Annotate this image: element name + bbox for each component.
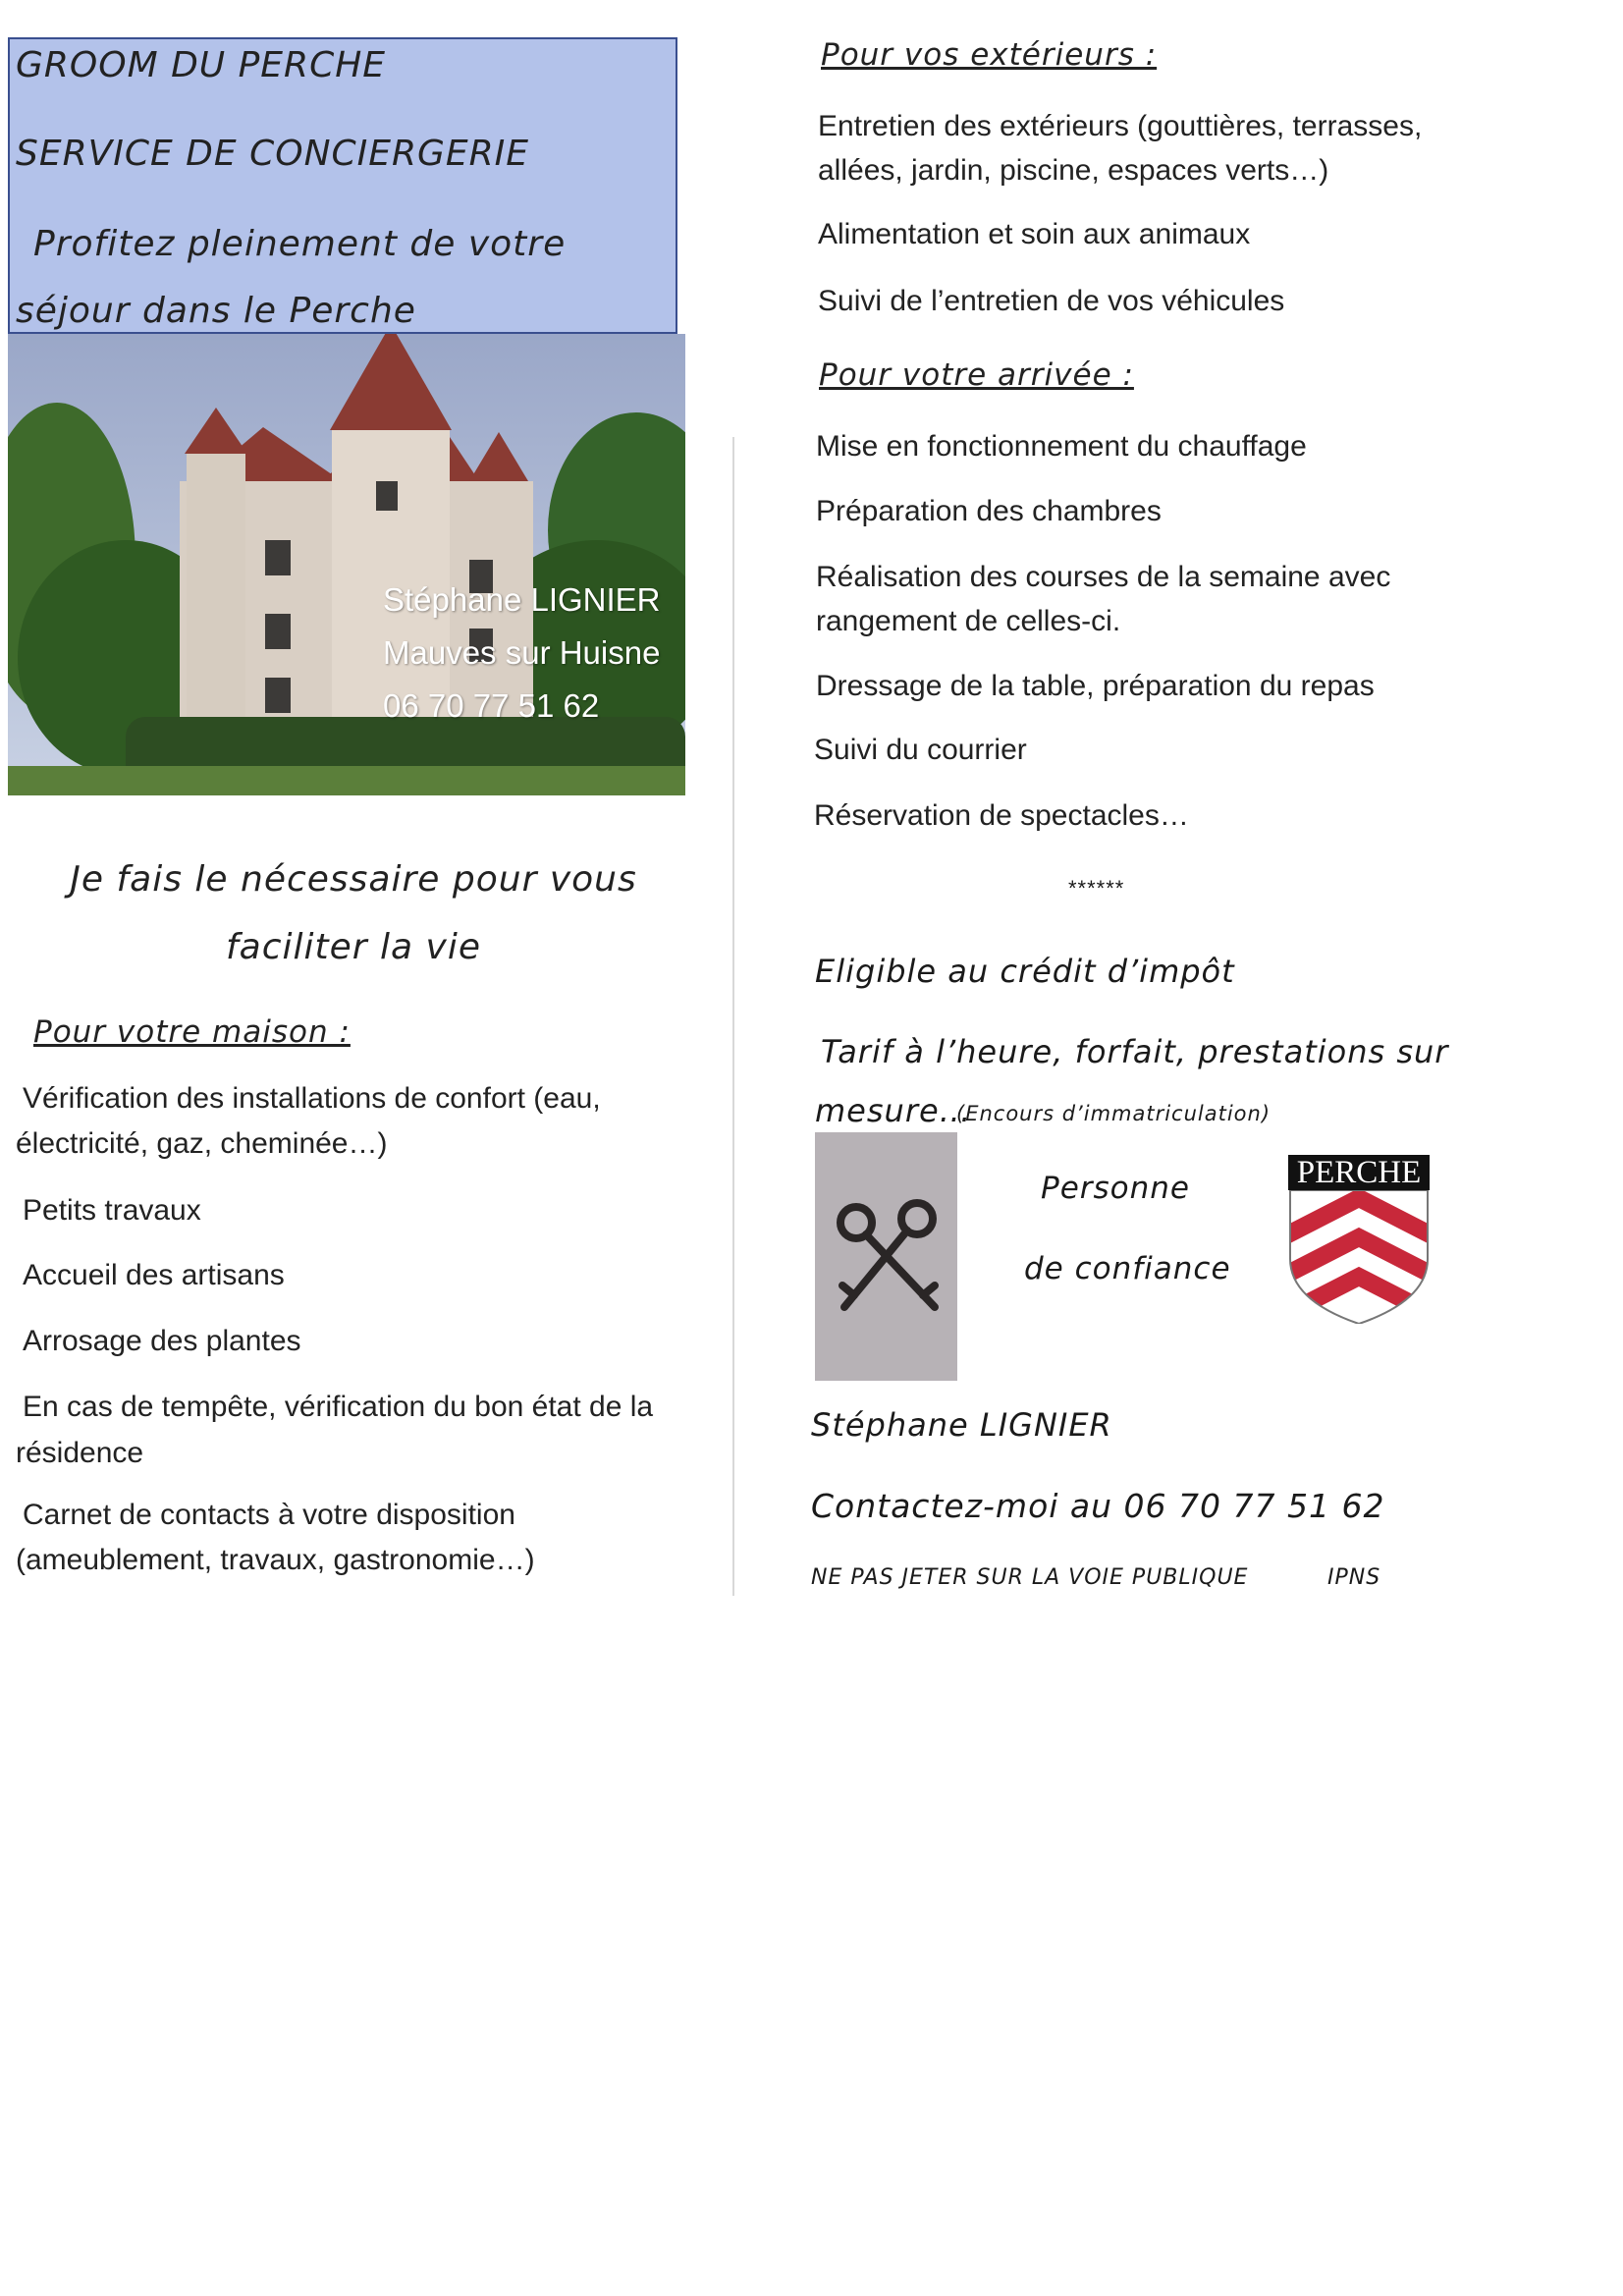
maison-item: (ameublement, travaux, gastronomie…) <box>16 1544 535 1576</box>
exterieurs-item: Entretien des extérieurs (gouttières, terrasses, <box>818 110 1423 142</box>
section-title-arrivee: Pour votre arrivée : <box>819 357 1134 393</box>
arrivee-item: Réservation de spectacles… <box>814 799 1189 832</box>
maison-item: Vérification des installations de confort (eau, <box>23 1082 601 1115</box>
tagline-line-2: faciliter la vie <box>225 927 481 967</box>
mesure-text: mesure… <box>815 1092 972 1129</box>
tagline-line-1: Je fais le nécessaire pour vous <box>70 859 637 900</box>
slogan-line-1: Profitez pleinement de votre <box>33 224 567 264</box>
maison-item: Petits travaux <box>23 1194 201 1227</box>
chateau-illustration <box>8 334 685 795</box>
chevron-shield-icon <box>1288 1190 1430 1324</box>
maison-item: En cas de tempête, vérification du bon état de la <box>23 1391 654 1423</box>
photo-town: Mauves sur Huisne <box>383 634 661 671</box>
ipns-mark: IPNS <box>1327 1565 1381 1590</box>
contact-name: Stéphane LIGNIER <box>811 1406 1112 1444</box>
header-box <box>8 37 677 334</box>
perche-crest <box>1288 1155 1430 1351</box>
arrivee-item: Préparation des chambres <box>816 495 1162 527</box>
trust-line-2: de confiance <box>1024 1251 1231 1286</box>
exterieurs-item: Suivi de l’entretien de vos véhicules <box>818 285 1285 317</box>
maison-item: Carnet de contacts à votre disposition <box>23 1499 515 1531</box>
keys-icon <box>815 1132 957 1381</box>
maison-item: électricité, gaz, cheminée…) <box>16 1127 388 1160</box>
disposal-notice: NE PAS JETER SUR LA VOIE PUBLIQUE <box>811 1565 1249 1590</box>
section-title-exterieurs: Pour vos extérieurs : <box>821 37 1158 73</box>
crest-label: PERCHE <box>1288 1155 1430 1190</box>
maison-item: Accueil des artisans <box>23 1259 285 1291</box>
exterieurs-item: allées, jardin, piscine, espaces verts…) <box>818 154 1329 187</box>
exterieurs-item: Alimentation et soin aux animaux <box>818 218 1251 250</box>
slogan-line-2: séjour dans le Perche <box>16 291 416 331</box>
keys-photo <box>815 1132 957 1381</box>
business-subtitle: SERVICE DE CONCIERGERIE <box>16 134 530 174</box>
arrivee-item: Dressage de la table, préparation du repas <box>816 670 1375 702</box>
contact-phone: Contactez-moi au 06 70 77 51 62 <box>811 1487 1385 1525</box>
arrivee-item: rangement de celles-ci. <box>816 605 1121 637</box>
tax-credit-text: Eligible au crédit d’impôt <box>815 953 1235 990</box>
trust-line-1: Personne <box>1041 1171 1190 1206</box>
arrivee-item: Suivi du courrier <box>814 734 1027 766</box>
tarif-text: Tarif à l’heure, forfait, prestations sur <box>821 1033 1449 1070</box>
arrivee-item: Réalisation des courses de la semaine avec <box>816 561 1391 593</box>
photo-owner-name: Stéphane LIGNIER <box>383 581 661 618</box>
section-title-maison: Pour votre maison : <box>33 1014 351 1050</box>
column-divider <box>732 437 734 1596</box>
business-title: GROOM DU PERCHE <box>16 45 387 85</box>
separator-stars: ****** <box>1068 876 1125 901</box>
arrivee-item: Mise en fonctionnement du chauffage <box>816 430 1307 463</box>
registration-note: (Encours d’immatriculation) <box>956 1102 1271 1125</box>
photo-phone: 06 70 77 51 62 <box>383 687 600 724</box>
chateau-photo <box>8 334 685 795</box>
maison-item: résidence <box>16 1437 144 1469</box>
maison-item: Arrosage des plantes <box>23 1325 301 1357</box>
